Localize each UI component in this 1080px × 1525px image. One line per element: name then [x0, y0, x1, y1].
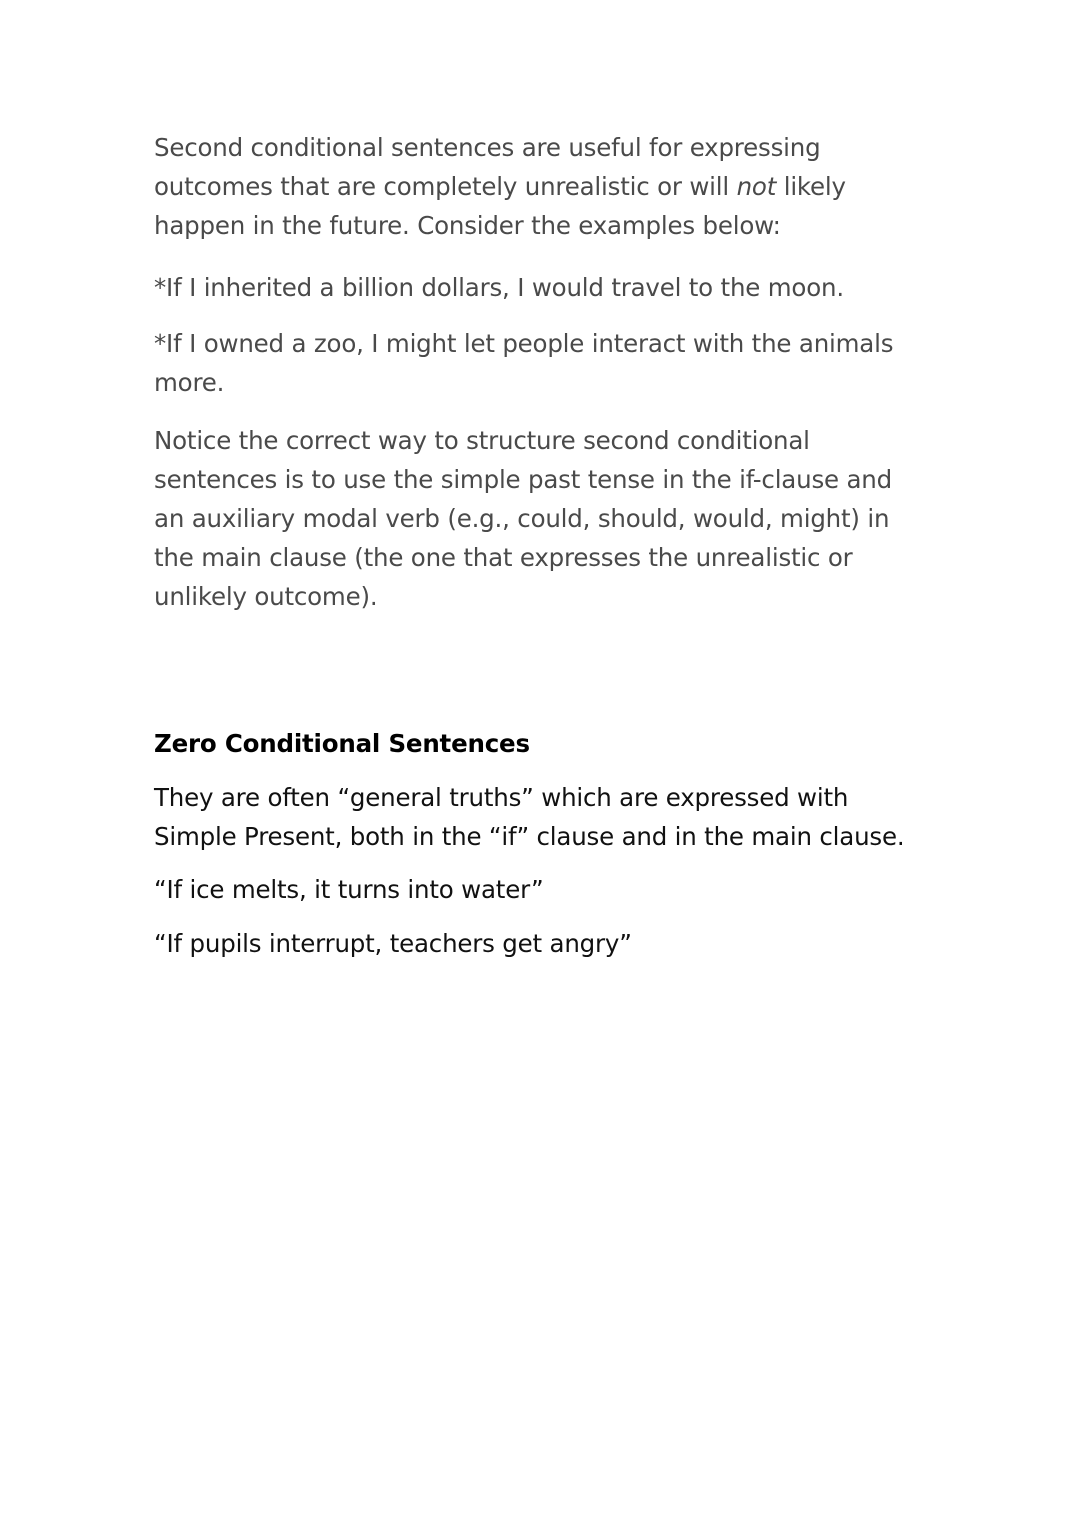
- zero-conditional-description: They are often “general truths” which are expressed with Simple Present, both in the “if” clause and in the main clause.: [154, 783, 905, 851]
- zero-conditional-example-1: “If ice melts, it turns into water”: [154, 875, 544, 904]
- intro-text-end: likely happen in the future. Consider the examples below:: [154, 172, 846, 240]
- second-conditional-example-1: *If I inherited a billion dollars, I would travel to the moon.: [154, 273, 844, 302]
- intro-text-start: Second conditional sentences are useful for expressing outcomes that are completely unrealistic or will: [154, 133, 821, 201]
- second-conditional-example-2: *If I owned a zoo, I might let people interact with the animals more.: [154, 329, 894, 397]
- zero-conditional-heading: Zero Conditional Sentences: [154, 729, 530, 758]
- second-conditional-notice: Notice the correct way to structure second conditional sentences is to use the simple past tense in the if-clause and an auxiliary modal verb (e.g., could, should, would, might) in the main clause (the one that expresses the unrealistic or unlikely outcome).: [154, 426, 892, 611]
- zero-conditional-example-2: “If pupils interrupt, teachers get angry”: [154, 929, 632, 958]
- second-conditional-intro: [154, 128, 924, 245]
- intro-emphasis: not: [736, 172, 777, 201]
